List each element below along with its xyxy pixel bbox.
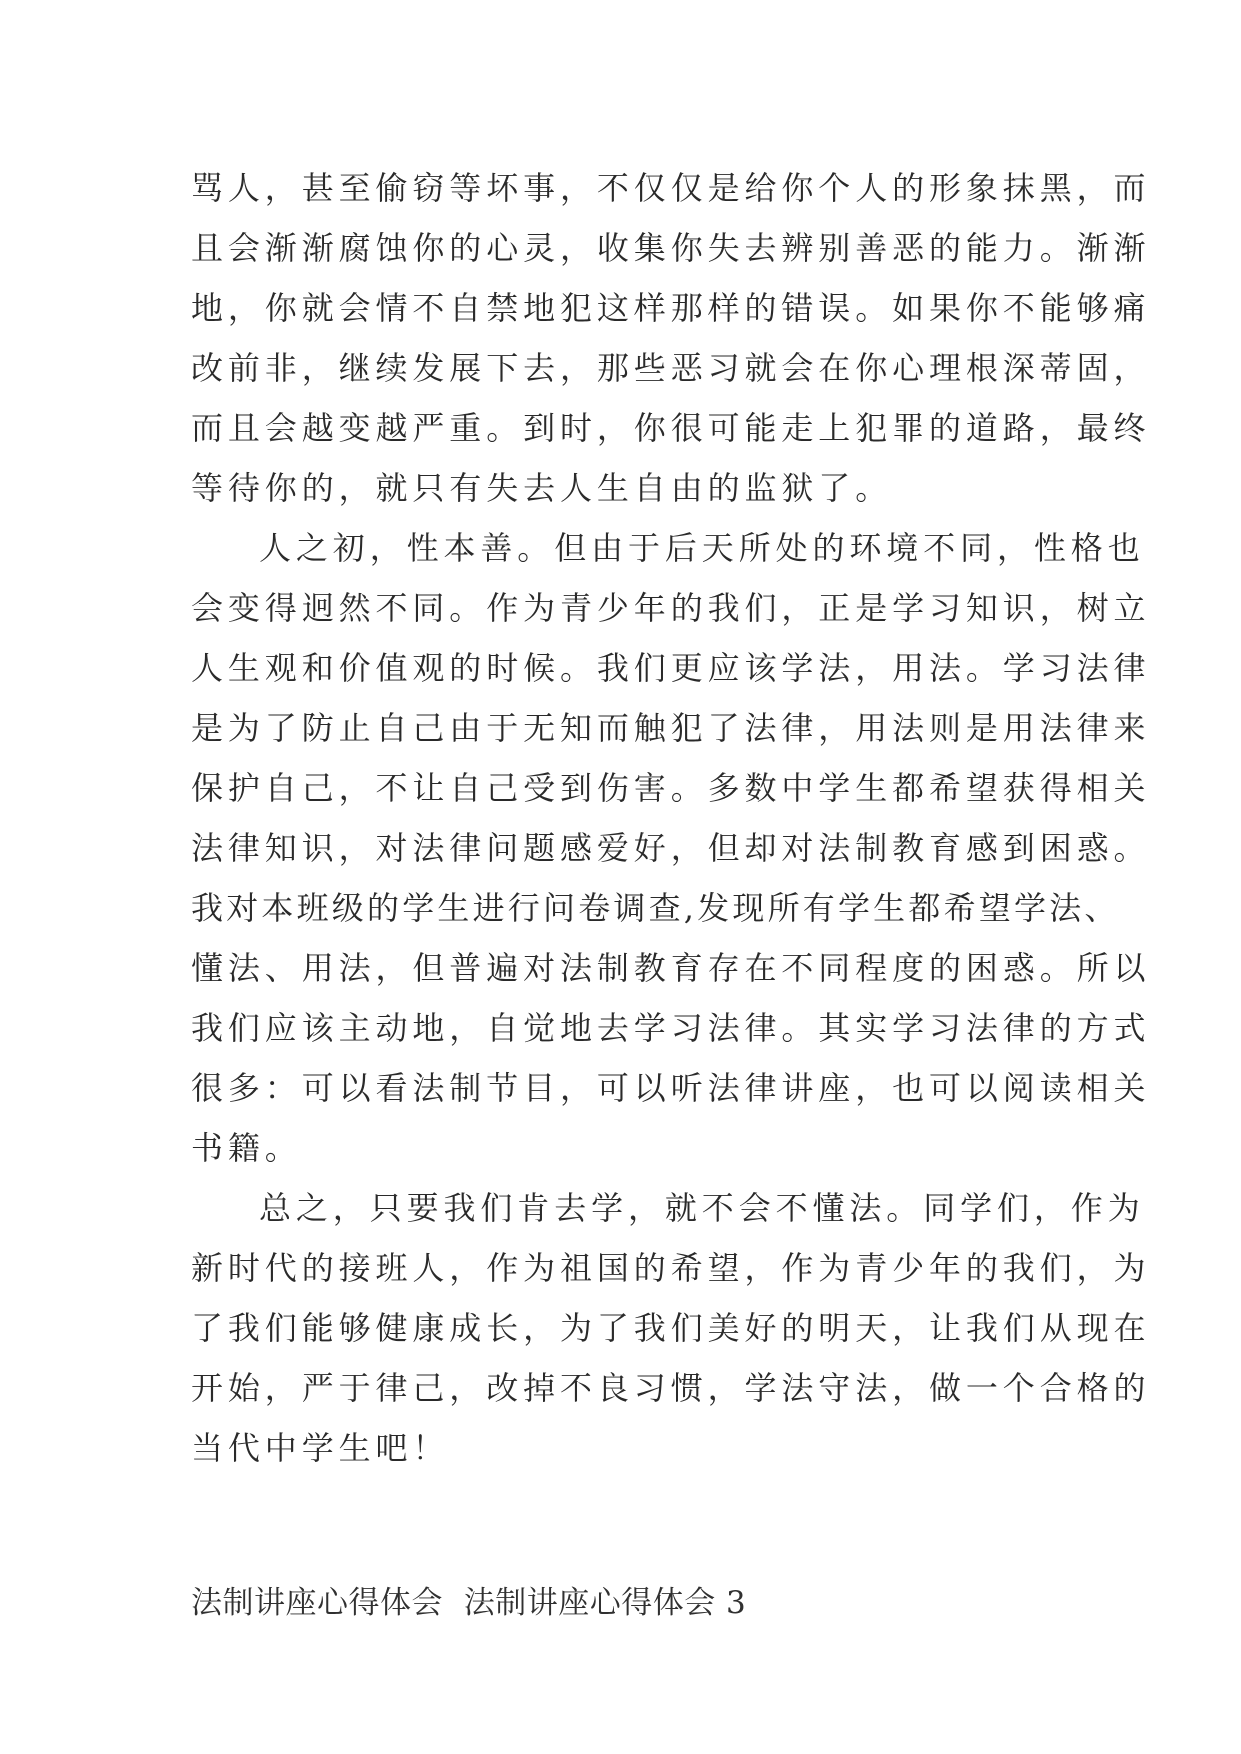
- text-line: 且会渐渐腐蚀你的心灵，收集你失去辨别善恶的能力。渐渐: [191, 229, 1151, 267]
- text-line: 保护自己，不让自己受到伤害。多数中学生都希望获得相关: [191, 769, 1151, 807]
- text-line: 很多：可以看法制节目，可以听法律讲座，也可以阅读相关: [191, 1069, 1151, 1107]
- text-line: 骂人，甚至偷窃等坏事，不仅仅是给你个人的形象抹黑，而: [191, 169, 1151, 207]
- text-line: 总之，只要我们肯去学，就不会不懂法。同学们，作为: [259, 1189, 1145, 1227]
- text-line: 我对本班级的学生进行问卷调查,发现所有学生都希望学法、: [191, 889, 1120, 927]
- text-line: 我们应该主动地，自觉地去学习法律。其实学习法律的方式: [191, 1009, 1151, 1047]
- text-line: 等待你的，就只有失去人生自由的监狱了。: [191, 469, 893, 507]
- text-line: 改前非，继续发展下去，那些恶习就会在你心理根深蒂固，: [191, 349, 1151, 387]
- text-line: 开始，严于律己，改掉不良习惯，学法守法，做一个合格的: [191, 1369, 1151, 1407]
- text-line: 新时代的接班人，作为祖国的希望，作为青少年的我们，为: [191, 1249, 1151, 1287]
- text-line: 地，你就会情不自禁地犯这样那样的错误。如果你不能够痛: [191, 289, 1151, 327]
- text-line: 人之初，性本善。但由于后天所处的环境不同，性格也: [259, 529, 1145, 567]
- text-line: 是为了防止自己由于无知而触犯了法律，用法则是用法律来: [191, 709, 1151, 747]
- text-line: 而且会越变越严重。到时，你很可能走上犯罪的道路，最终: [191, 409, 1151, 447]
- text-line: 法律知识，对法律问题感爱好，但却对法制教育感到困惑。: [191, 829, 1151, 867]
- text-line: 书籍。: [191, 1129, 302, 1167]
- section-heading: 法制讲座心得体会 法制讲座心得体会 3: [191, 1585, 747, 1621]
- text-line: 了我们能够健康成长，为了我们美好的明天，让我们从现在: [191, 1309, 1151, 1347]
- text-line: 懂法、用法，但普遍对法制教育存在不同程度的困惑。所以: [191, 949, 1151, 987]
- text-line: 当代中学生吧！: [191, 1429, 450, 1467]
- text-line: 会变得迥然不同。作为青少年的我们，正是学习知识，树立: [191, 589, 1151, 627]
- text-line: 人生观和价值观的时候。我们更应该学法，用法。学习法律: [191, 649, 1151, 687]
